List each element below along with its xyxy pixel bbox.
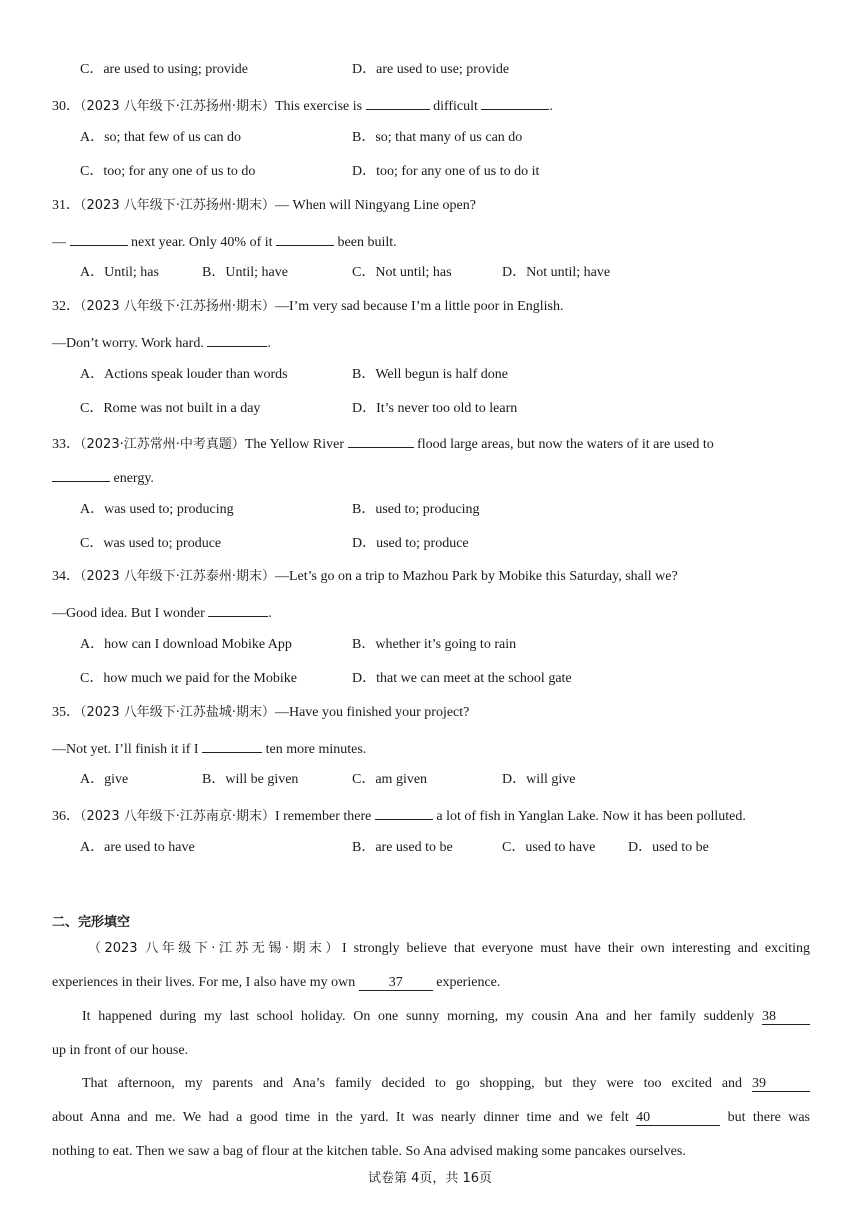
cloze-p2-b: up in front of our house. [52, 1043, 189, 1058]
cloze-blank-39[interactable]: 39 [752, 1076, 810, 1092]
q30-source: （2023 八年级下·江苏扬州·期末） [80, 99, 275, 114]
q35-option-b: B．will be given [202, 772, 299, 787]
q35-blank [202, 738, 262, 753]
q36-option-c: C．used to have [502, 840, 596, 855]
q31-line2-b: next year. Only 40% of it [131, 235, 273, 250]
q31-line2-c: been built. [337, 235, 397, 250]
cloze-p2-a: It happened during my last school holiday. On one sunny morning, my cousin Ana and her family suddenly [82, 1009, 755, 1024]
q35-option-a: A．give [80, 772, 129, 787]
cloze-p3-c: but there was [727, 1110, 810, 1125]
cloze-para-3-line-1 [52, 1075, 810, 1093]
q34-line2-b: . [268, 606, 272, 621]
q33-blank-1 [348, 433, 414, 448]
q34-blank [208, 602, 268, 617]
q35-stem-text: —Have you finished your project? [274, 705, 470, 720]
q31-option-c: C．Not until; has [352, 265, 452, 280]
q36-option-b: B．are used to be [352, 840, 453, 855]
q33-option-b: B．used to; producing [352, 502, 480, 517]
q36-option-d: D．used to be [628, 840, 709, 855]
q31-number: 31． [52, 198, 80, 213]
q36-number: 36． [52, 809, 80, 824]
q32-number: 32． [52, 299, 80, 314]
q32-option-d: D．It’s never too old to learn [352, 401, 518, 416]
q33-option-a: A．was used to; producing [80, 502, 234, 517]
q32-stem [52, 298, 810, 316]
q30-option-b: B．so; that many of us can do [352, 130, 523, 145]
cloze-para-2-line-2 [52, 1042, 810, 1060]
q36-stem-a: I remember there [274, 809, 372, 824]
q30-option-c: C．too; for any one of us to do [80, 164, 256, 179]
q31-option-a: A．Until; has [80, 265, 159, 280]
q30-blank-2 [481, 95, 549, 110]
q30-option-a: A．so; that few of us can do [80, 130, 241, 145]
q36-stem [52, 805, 810, 826]
cloze-p3-a: That afternoon, my parents and Ana’s family decided to go shopping, but they were too excited and [82, 1076, 743, 1091]
q33-source: （2023·江苏常州·中考真题） [80, 437, 245, 452]
q30-option-d: D．too; for any one of us to do it [352, 164, 540, 179]
cloze-para-1-line-1 [52, 940, 810, 958]
q34-option-c: C．how much we paid for the Mobike [80, 671, 297, 686]
q30-blank-1 [366, 95, 430, 110]
q33-stem [52, 433, 810, 454]
q35-line2 [52, 738, 810, 759]
q33-line2-text: energy. [113, 471, 154, 486]
cloze-para-3-line-2 [52, 1109, 810, 1127]
q33-blank-2 [52, 467, 110, 482]
q34-stem-text: —Let’s go on a trip to Mazhou Park by Mobike this Saturday, shall we? [274, 569, 678, 584]
q33-option-c: C．was used to; produce [80, 536, 222, 551]
section-title-cloze: 二、完形填空 [52, 915, 131, 930]
q30-number: 30． [52, 99, 80, 114]
q30-stem-c: . [549, 99, 553, 114]
q31-stem [52, 197, 810, 215]
cloze-p1-b: experiences in their lives. For me, I also have my own [52, 975, 356, 990]
q30-stem-a: This exercise is [274, 99, 363, 114]
cloze-p1-a: I strongly believe that everyone must have their own interesting and exciting [341, 941, 810, 956]
cloze-para-2-line-1 [52, 1008, 810, 1026]
q30-stem [52, 95, 810, 116]
q34-line2-a: —Good idea. But I wonder [52, 606, 205, 621]
q31-option-b: B．Until; have [202, 265, 288, 280]
q31-source: （2023 八年级下·江苏扬州·期末） [80, 198, 275, 213]
q35-option-c: C．am given [352, 772, 428, 787]
cloze-source: （2023 八年级下·江苏无锡·期末） [88, 941, 342, 956]
q32-source: （2023 八年级下·江苏扬州·期末） [80, 299, 275, 314]
q34-option-a: A．how can I download Mobike App [80, 637, 292, 652]
q36-source: （2023 八年级下·江苏南京·期末） [80, 809, 275, 824]
cloze-para-3-line-3 [52, 1143, 810, 1161]
q33-line2 [52, 467, 810, 488]
q34-stem [52, 568, 810, 586]
q35-line2-a: —Not yet. I’ll finish it if I [52, 742, 199, 757]
q29-option-c: C．are used to using; provide [80, 62, 248, 77]
q32-option-a: A．Actions speak louder than words [80, 367, 288, 382]
q36-stem-b: a lot of fish in Yanglan Lake. Now it has been polluted. [436, 809, 746, 824]
q34-number: 34． [52, 569, 80, 584]
q33-stem-b: flood large areas, but now the waters of it are used to [417, 437, 714, 452]
cloze-blank-40[interactable]: 40 [636, 1110, 720, 1126]
q32-stem-text: —I’m very sad because I’m a little poor in English. [274, 299, 564, 314]
q32-line2-a: —Don’t worry. Work hard. [52, 336, 204, 351]
q31-blank-1 [70, 231, 128, 246]
q34-line2 [52, 602, 810, 623]
q35-source: （2023 八年级下·江苏盐城·期末） [80, 705, 275, 720]
cloze-p3-b: about Anna and me. We had a good time in the yard. It was nearly dinner time and we felt [52, 1110, 629, 1125]
q32-blank [207, 332, 267, 347]
q33-number: 33． [52, 437, 80, 452]
q33-option-d: D．used to; produce [352, 536, 469, 551]
q31-stem-text: — When will Ningyang Line open? [274, 198, 476, 213]
cloze-p3-d: nothing to eat. Then we saw a bag of flour at the kitchen table. So Ana advised making some pancakes ourselves. [52, 1144, 686, 1159]
q29-option-d: D．are used to use; provide [352, 62, 510, 77]
q35-line2-b: ten more minutes. [265, 742, 367, 757]
page-footer: 试卷第 4页，共 16页 [367, 1171, 493, 1186]
q31-line2 [52, 231, 810, 252]
q32-line2-b: . [267, 336, 271, 351]
q34-option-b: B．whether it’s going to rain [352, 637, 517, 652]
cloze-blank-38[interactable]: 38 [762, 1009, 810, 1025]
q34-source: （2023 八年级下·江苏泰州·期末） [80, 569, 275, 584]
q34-option-d: D．that we can meet at the school gate [352, 671, 572, 686]
q31-line2-a: — [52, 235, 66, 250]
q31-option-d: D．Not until; have [502, 265, 611, 280]
q32-option-b: B．Well begun is half done [352, 367, 508, 382]
q32-line2 [52, 332, 810, 353]
q35-option-d: D．will give [502, 772, 576, 787]
q35-stem [52, 704, 810, 722]
q32-option-c: C．Rome was not built in a day [80, 401, 261, 416]
cloze-blank-37[interactable]: 37 [359, 975, 433, 991]
cloze-p1-c: experience. [436, 975, 501, 990]
q30-stem-b: difficult [433, 99, 478, 114]
q35-number: 35． [52, 705, 80, 720]
cloze-para-1-line-2 [52, 974, 810, 992]
q36-blank [375, 805, 433, 820]
q31-blank-2 [276, 231, 334, 246]
q33-stem-a: The Yellow River [244, 437, 345, 452]
q36-option-a: A．are used to have [80, 840, 195, 855]
